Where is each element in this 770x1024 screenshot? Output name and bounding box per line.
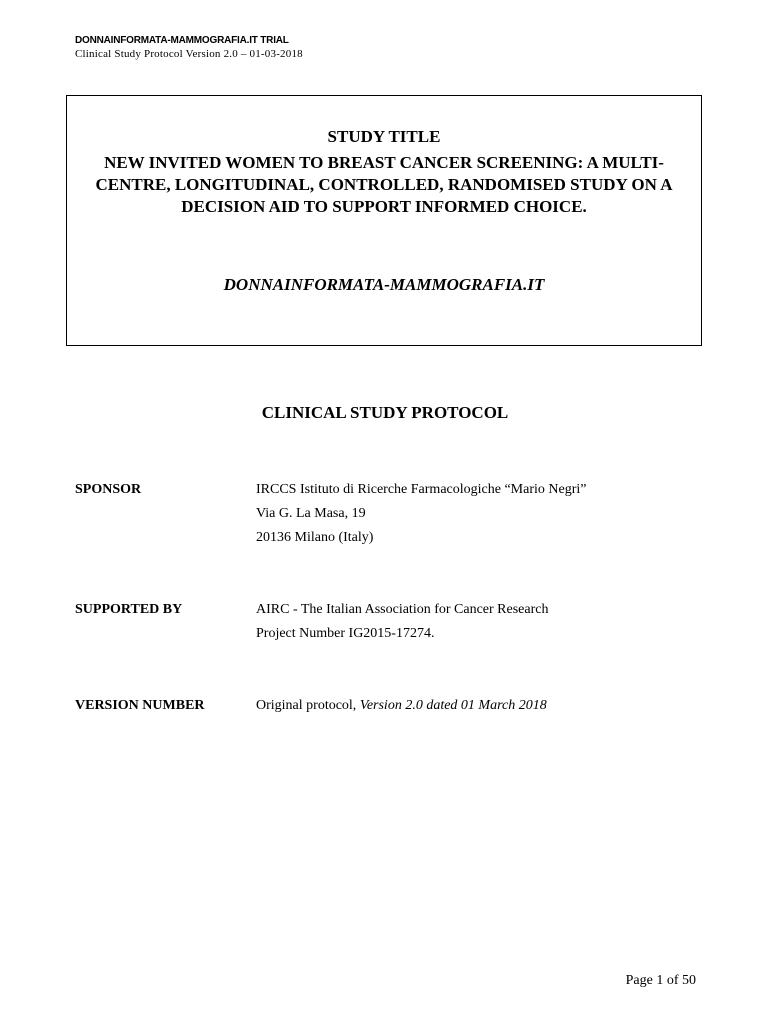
supported-by-details bbox=[256, 598, 548, 646]
page-number: Page 1 of 50 bbox=[625, 973, 696, 988]
study-title-label: STUDY TITLE bbox=[327, 127, 441, 146]
project-number: Project Number IG2015-17274. bbox=[256, 626, 435, 641]
version-value bbox=[256, 694, 547, 718]
version-italic-text: Version 2.0 dated 01 March 2018 bbox=[359, 698, 547, 713]
study-title-text: NEW INVITED WOMEN TO BREAST CANCER SCREENING: A MULTI-CENTRE, LONGITUDINAL, CONTROLLED, RANDOMISED STUDY ON A DECISION AID TO SUPPORT INFORMED CHOICE. bbox=[95, 153, 673, 216]
version-prefix: Original protocol, bbox=[256, 698, 360, 713]
page-header bbox=[75, 34, 303, 61]
sponsor-details bbox=[256, 478, 586, 550]
sponsor-name: IRCCS Istituto di Ricerche Farmacologiche “Mario Negri” bbox=[256, 482, 587, 497]
supporter-name: AIRC - The Italian Association for Cancer Research bbox=[256, 602, 549, 617]
supported-by-label: SUPPORTED BY bbox=[75, 602, 183, 617]
header-protocol-version: Clinical Study Protocol Version 2.0 – 01-03-2018 bbox=[75, 48, 303, 60]
version-details bbox=[256, 694, 547, 718]
version-label: VERSION NUMBER bbox=[75, 698, 205, 713]
protocol-heading: CLINICAL STUDY PROTOCOL bbox=[261, 403, 509, 422]
study-acronym: DONNAINFORMATA-MAMMOGRAFIA.IT bbox=[223, 275, 545, 294]
sponsor-street: Via G. La Masa, 19 bbox=[256, 506, 366, 521]
study-title-box bbox=[66, 95, 702, 346]
header-trial-name: DONNAINFORMATA-MAMMOGRAFIA.IT TRIAL bbox=[75, 35, 289, 46]
sponsor-city: 20136 Milano (Italy) bbox=[256, 530, 374, 545]
sponsor-label: SPONSOR bbox=[75, 482, 142, 497]
